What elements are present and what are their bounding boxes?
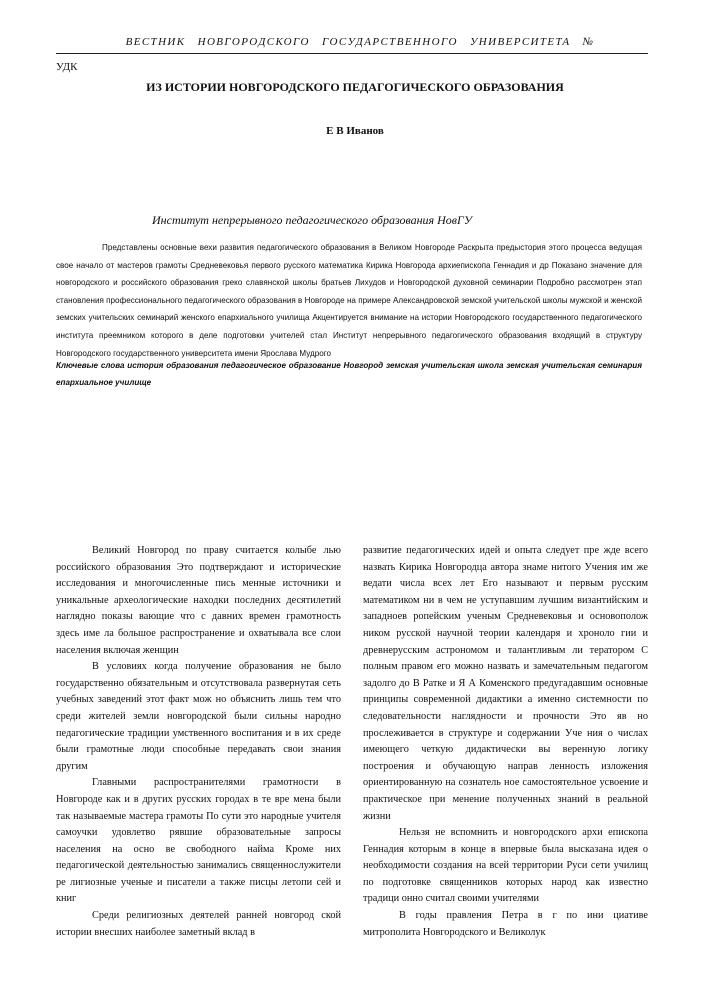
header-divider: [56, 53, 648, 54]
body-paragraph: Среди религиозных деятелей ранней новгород ской истории внесших наиболее заметный вклад в: [56, 910, 341, 938]
body-paragraph: В условиях когда получение образования не было государственно обязательным и отсутствовала развернутая сеть учебных заведений этот факт мож но объяснить лишь тем что среди жителей земли новгородской были сильны народно педагогические традиции умственного воспитания и в их среде были грамотные люди способные передавать свои знания другим: [56, 661, 341, 772]
body-paragraph: развитие педагогических идей и опыта следует пре жде всего назвать Кирика Новгородца автора знаме нитого Учения им же ведати числа всех лет Его называют и первым русским математиком ни в чем не уступавшим лучшим византийским и западноев ропейским ученым Средневековья и основополож ником русской научной теории календаря и хроноло гии и древнерусским астрономом и талантливым ли тератором С полным правом его можно назвать и замечательным педагогом задолго до В Ратке и Я А Коменского предугадавшим основные принципы современной дидактики а именно системности по следовательности наглядности и прочности Это яв но прослеживается в структуре и содержании Уче ния о числах имеющего четкую дидактически вы веренную логику построения и обучающую направ ленность изложения ориентированную на сознатель ное самостоятельное усвоение и практическое при менение полученных знаний в реальной жизни: [363, 545, 648, 822]
body-paragraph: Главными распространителями грамотности в Новгороде как и в других русских городах в те вре мена были так называемые мастера грамоты По сути это народные учителя самоучки удовлетво рявшие образовательные запросы населения на осно ве свободного найма Кроме них педагогической деятельностью занимались священнослужители ре лигиозные ученые и писатели а также писцы летопи сей и книг: [56, 777, 341, 905]
keywords: Ключевые слова история образования педагогическое образование Новгород земская учительская школа земская учительская семинария епархиальное училище: [56, 361, 642, 387]
body-paragraph: Нельзя не вспомнить и новгородского архи епископа Геннадия которым в конце в впервые была высказана идея о необходимости создания на всей территории Руси сети училищ по подготовке священников которых народ как известно традици онно считал своими учителями: [363, 827, 648, 905]
body-column-right: [363, 543, 648, 941]
author-name: Е В Иванов: [326, 125, 384, 137]
body-paragraph: В годы правления Петра в г по ини циативе митрополита Новгородского и Великолук: [363, 910, 648, 938]
body-paragraph: Великий Новгород по праву считается колыбе лью российского образования Это подтверждают и исторические исследования и многочисленные пись менные источники и уникальные археологические находки последних десятилетий наглядно показы вающие что с давних времен грамотность здесь име ла большое распространение и охватывала все слои населения включая женщин: [56, 545, 341, 656]
abstract: Представлены основные вехи развития педагогического образования в Великом Новгороде Раскрыта предыстория этого процесса ведущая свое начало от мастеров грамоты Средневековья первого русского математика Кирика Новгорода архиепископа Геннадия и др Показано значение для новгородского и российского образования греко славянской школы братьев Лихудов и Новгородской духовной семинарии Подробно рассмотрен этап становления профессионального педагогического образования в Новгороде на примере Александровской земской учительской школы мужской и женской земских учительских семинарий женского епархиального училища Акцентируется внимание на истории Новгородского государственного педагогического института преемником которого в деле подготовки учителей стал Институт непрерывного педагогического образования входящий в структуру Новгородского государственного университета имени Ярослава Мудрого: [56, 243, 642, 358]
udc-label: УДК: [56, 61, 78, 73]
journal-running-header: ВЕСТНИК НОВГОРОДСКОГО ГОСУДАРСТВЕННОГО УНИВЕРСИТЕТА №: [125, 36, 595, 48]
article-title: ИЗ ИСТОРИИ НОВГОРОДСКОГО ПЕДАГОГИЧЕСКОГО ОБРАЗОВАНИЯ: [146, 80, 564, 94]
author-affiliation: Институт непрерывного педагогического образования НовГУ: [152, 213, 472, 227]
body-column-left: [56, 543, 341, 941]
